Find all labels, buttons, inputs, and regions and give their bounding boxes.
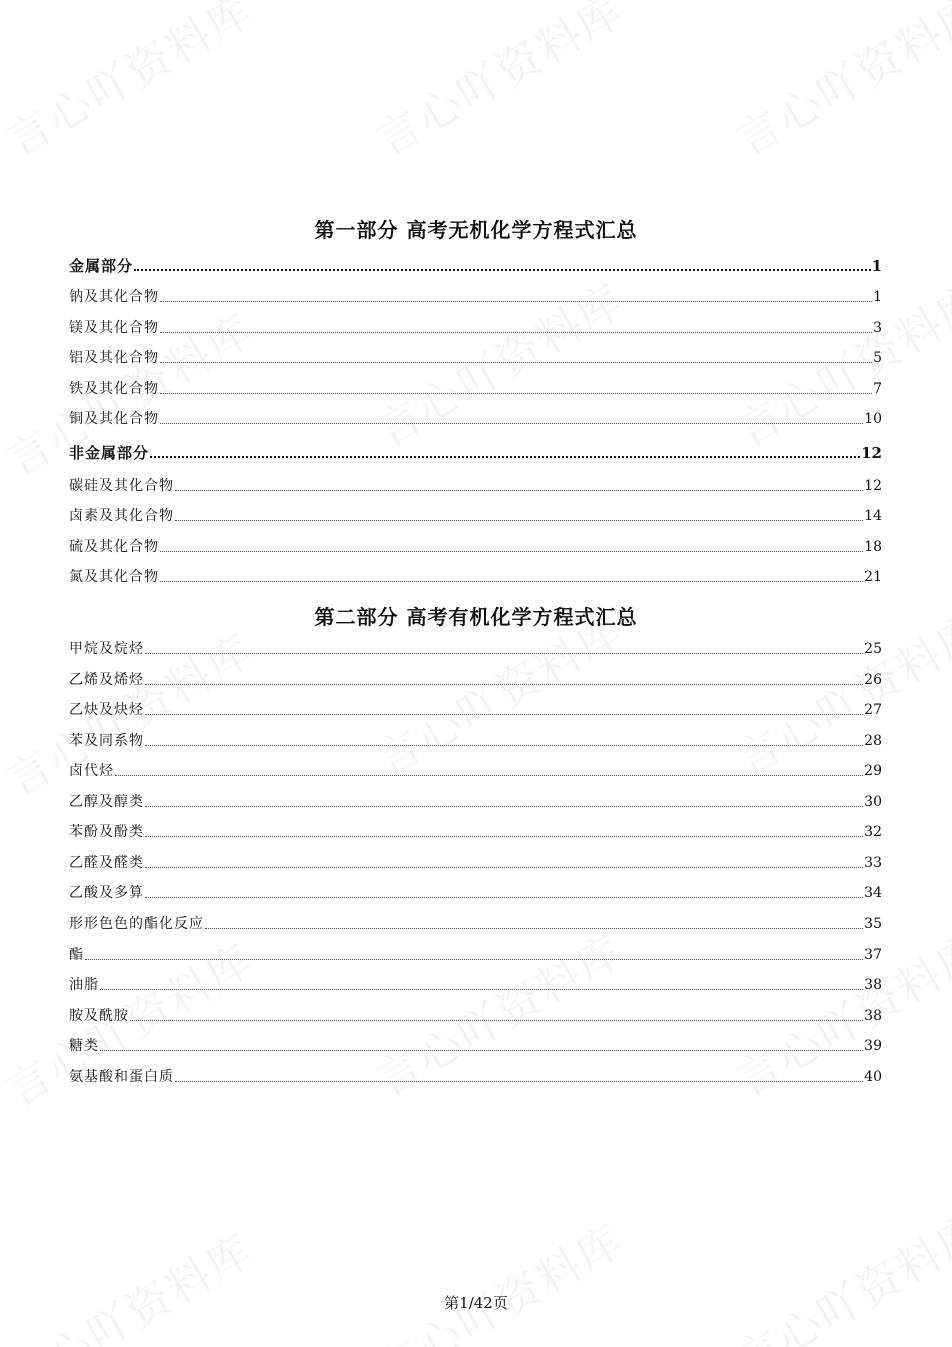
toc-entry[interactable] <box>69 701 882 719</box>
toc-entry-page: 1 <box>871 257 882 275</box>
part-two-title: 第二部分 高考有机化学方程式汇总 <box>314 605 638 629</box>
toc-leader <box>160 551 863 552</box>
toc-entry[interactable] <box>69 349 882 367</box>
toc-entry-label: 镁及其化合物 <box>69 320 159 336</box>
toc-entry[interactable] <box>69 640 882 658</box>
toc-leader <box>145 806 863 807</box>
toc-entry[interactable] <box>69 884 882 902</box>
toc-leader <box>175 1081 863 1082</box>
toc-entry[interactable] <box>69 568 882 586</box>
toc-entry[interactable] <box>69 854 882 872</box>
toc-entry-page: 38 <box>864 1008 882 1024</box>
toc-entry-page: 5 <box>873 350 882 366</box>
toc-entry[interactable] <box>69 257 882 275</box>
toc-entry-page: 10 <box>864 411 882 427</box>
toc-leader <box>100 1050 863 1051</box>
toc-entry-page: 25 <box>864 641 882 657</box>
toc-entry-label: 乙醛及醛类 <box>69 855 144 871</box>
toc-entry-label: 硫及其化合物 <box>69 539 159 555</box>
toc-entry[interactable] <box>69 823 882 841</box>
toc-leader <box>145 653 863 654</box>
watermark-text <box>722 0 952 169</box>
toc-entry[interactable] <box>69 1037 882 1055</box>
toc-entry-label: 卤素及其化合物 <box>69 508 174 524</box>
toc-entry-label: 非金属部分 <box>69 444 150 462</box>
toc-entry-page: 1 <box>873 289 882 305</box>
toc-leader <box>130 1020 863 1021</box>
watermark-text <box>362 0 633 169</box>
page-counter: 第1/42页 <box>444 1294 508 1312</box>
toc-entry[interactable] <box>69 762 882 780</box>
part-one-title: 第一部分 高考无机化学方程式汇总 <box>314 218 638 242</box>
toc-entry-page: 37 <box>864 947 882 963</box>
toc-leader <box>160 581 863 582</box>
toc-entry[interactable] <box>69 319 882 337</box>
toc-entry[interactable] <box>69 946 882 964</box>
toc-entry[interactable] <box>69 380 882 398</box>
toc-entry-label: 胺及酰胺 <box>69 1008 129 1024</box>
toc-entry-label: 油脂 <box>69 977 99 993</box>
toc-entry-label: 乙酸及多算 <box>69 885 144 901</box>
toc-leader <box>85 959 863 960</box>
toc-entry-label: 乙炔及炔烃 <box>69 702 144 718</box>
toc-leader <box>134 269 871 271</box>
toc-entry-page: 32 <box>864 824 882 840</box>
toc-entry-label: 酯 <box>69 947 84 963</box>
watermark-text <box>722 1195 952 1347</box>
toc-entry-label: 形形色色的酯化反应 <box>69 916 204 932</box>
toc-entry[interactable] <box>69 410 882 428</box>
toc-leader <box>150 456 860 458</box>
toc-entry-label: 氨基酸和蛋白质 <box>69 1069 174 1085</box>
toc-leader <box>100 989 863 990</box>
toc-entry[interactable] <box>69 538 882 556</box>
toc-entry-page: 35 <box>864 916 882 932</box>
toc-entry-label: 金属部分 <box>69 257 134 275</box>
toc-leader <box>115 775 863 776</box>
toc-leader <box>160 423 863 424</box>
toc-entry-label: 乙烯及烯烃 <box>69 672 144 688</box>
toc-entry-label: 碳硅及其化合物 <box>69 478 174 494</box>
toc-entry-page: 12 <box>864 478 882 494</box>
toc-entry[interactable] <box>69 976 882 994</box>
toc-leader <box>145 836 863 837</box>
toc-entry-page: 27 <box>864 702 882 718</box>
toc-entry-page: 38 <box>864 977 882 993</box>
toc-entry-page: 30 <box>864 794 882 810</box>
toc-entry-label: 甲烷及烷烃 <box>69 641 144 657</box>
toc-leader <box>145 714 863 715</box>
toc-leader <box>160 301 872 302</box>
toc-entry-page: 26 <box>864 672 882 688</box>
toc-entry-page: 34 <box>864 885 882 901</box>
toc-entry-page: 33 <box>864 855 882 871</box>
toc-entry-page: 3 <box>873 320 882 336</box>
toc-entry[interactable] <box>69 1007 882 1025</box>
toc-entry-page: 7 <box>873 381 882 397</box>
toc-entry-label: 氮及其化合物 <box>69 569 159 585</box>
toc-entry-page: 14 <box>864 508 882 524</box>
toc-entry[interactable] <box>69 732 882 750</box>
toc-leader <box>145 897 863 898</box>
toc-entry-label: 乙醇及醇类 <box>69 794 144 810</box>
toc-leader <box>205 928 863 929</box>
toc-entry-page: 12 <box>861 444 882 462</box>
toc-entry-label: 钠及其化合物 <box>69 289 159 305</box>
toc-leader <box>145 684 863 685</box>
watermark-text <box>362 1205 633 1347</box>
toc-entry[interactable] <box>69 288 882 306</box>
toc-entry[interactable] <box>69 671 882 689</box>
toc-entry-label: 铜及其化合物 <box>69 411 159 427</box>
toc-entry-label: 铝及其化合物 <box>69 350 159 366</box>
toc-entry[interactable] <box>69 444 882 462</box>
toc-leader <box>160 362 872 363</box>
toc-entry-page: 21 <box>864 569 882 585</box>
toc-entry-label: 卤代烃 <box>69 763 114 779</box>
toc-entry-page: 29 <box>864 763 882 779</box>
toc-entry-label: 糖类 <box>69 1038 99 1054</box>
toc-leader <box>160 393 872 394</box>
toc-leader <box>145 867 863 868</box>
toc-entry-page: 39 <box>864 1038 882 1054</box>
toc-entry-page: 28 <box>864 733 882 749</box>
toc-entry[interactable] <box>69 1068 882 1086</box>
toc-entry-label: 铁及其化合物 <box>69 381 159 397</box>
toc-leader <box>160 332 872 333</box>
toc-entry[interactable] <box>69 915 882 933</box>
toc-leader <box>175 520 863 521</box>
toc-entry-label: 苯酚及酚类 <box>69 824 144 840</box>
toc-leader <box>145 745 863 746</box>
toc-leader <box>175 490 863 491</box>
watermark-text <box>0 0 264 169</box>
toc-entry[interactable] <box>69 793 882 811</box>
toc-entry-label: 苯及同系物 <box>69 733 144 749</box>
watermark-text <box>0 1215 264 1347</box>
toc-entry-page: 18 <box>864 539 882 555</box>
toc-entry[interactable] <box>69 507 882 525</box>
toc-entry[interactable] <box>69 477 882 495</box>
toc-entry-page: 40 <box>864 1069 882 1085</box>
